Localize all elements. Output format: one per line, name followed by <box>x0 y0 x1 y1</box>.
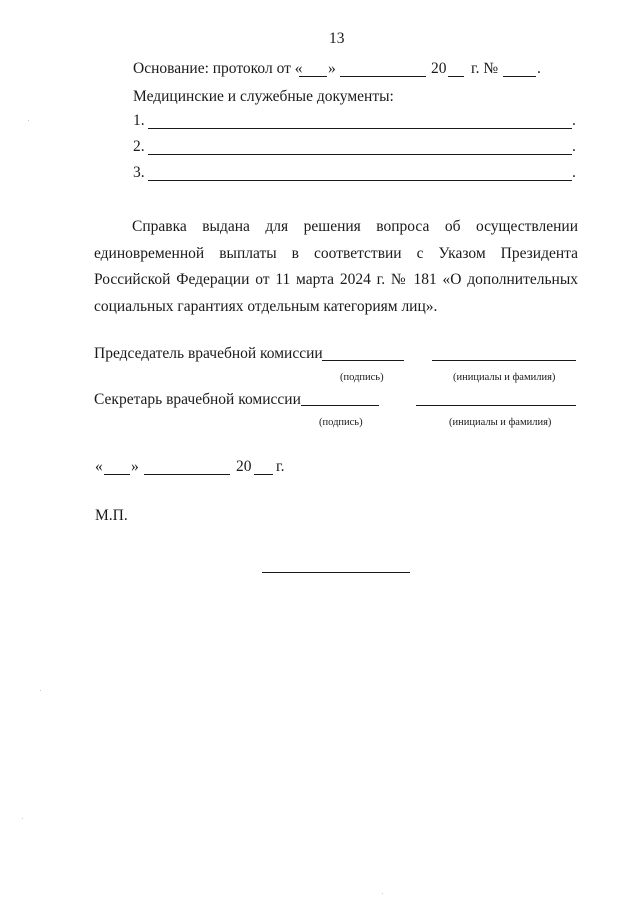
protocol-year-blank[interactable] <box>448 76 464 77</box>
date-day-blank[interactable] <box>104 474 130 475</box>
date-year-prefix: 20 <box>236 458 252 475</box>
paragraph-line-4: социальных гарантиях отдельным категориям лиц». <box>94 297 438 315</box>
chairman-name-line[interactable] <box>432 360 576 361</box>
chairman-signature-caption: (подпись) <box>340 372 384 383</box>
page-number: 13 <box>329 30 345 47</box>
document-item-end: . <box>572 112 576 129</box>
paragraph-line-2: единовременной выплаты в соответствии с Указом Президента <box>94 244 578 262</box>
chairman-label: Председатель врачебной комиссии <box>94 345 323 362</box>
date-open-quote: « <box>95 458 103 475</box>
basis-year-prefix: 20 <box>431 60 447 77</box>
date-year-suffix: г. <box>276 458 285 475</box>
document-item-end: . <box>572 138 576 155</box>
document-blank-3[interactable] <box>148 180 572 181</box>
basis-period: . <box>537 60 541 77</box>
secretary-signature-caption: (подпись) <box>319 417 363 428</box>
scan-speck <box>382 893 383 894</box>
closing-separator <box>262 572 410 573</box>
paragraph-line-1: Справка выдана для решения вопроса об осуществлении <box>132 218 578 235</box>
date-month-blank[interactable] <box>144 474 230 475</box>
protocol-day-blank[interactable] <box>299 76 327 77</box>
date-close-quote: » <box>131 458 139 475</box>
document-item-number: 1. <box>133 112 145 129</box>
scan-speck <box>40 690 41 691</box>
scan-speck <box>22 818 23 819</box>
document-item-number: 2. <box>133 138 145 155</box>
paragraph-line-3: Российской Федерации от 11 марта 2024 г. № 181 «О дополнительных <box>94 271 578 288</box>
document-item-end: . <box>572 164 576 181</box>
document-item-number: 3. <box>133 164 145 181</box>
chairman-signature-line[interactable] <box>322 360 404 361</box>
certificate-paragraph <box>94 214 578 320</box>
basis-close-quote: » <box>328 60 336 77</box>
secretary-name-caption: (инициалы и фамилия) <box>449 417 552 428</box>
date-year-blank[interactable] <box>254 474 273 475</box>
scan-speck <box>28 120 29 121</box>
secretary-label: Секретарь врачебной комиссии <box>94 391 301 408</box>
protocol-number-blank[interactable] <box>503 76 536 77</box>
stamp-place-label: М.П. <box>95 507 128 524</box>
protocol-month-blank[interactable] <box>340 76 426 77</box>
documents-heading: Медицинские и служебные документы: <box>133 88 394 105</box>
document-blank-2[interactable] <box>148 154 572 155</box>
secretary-name-line[interactable] <box>416 405 576 406</box>
basis-number-label: г. № <box>471 60 499 77</box>
chairman-name-caption: (инициалы и фамилия) <box>453 372 556 383</box>
basis-prefix: Основание: протокол от « <box>133 60 303 77</box>
document-blank-1[interactable] <box>148 128 572 129</box>
secretary-signature-line[interactable] <box>301 405 379 406</box>
